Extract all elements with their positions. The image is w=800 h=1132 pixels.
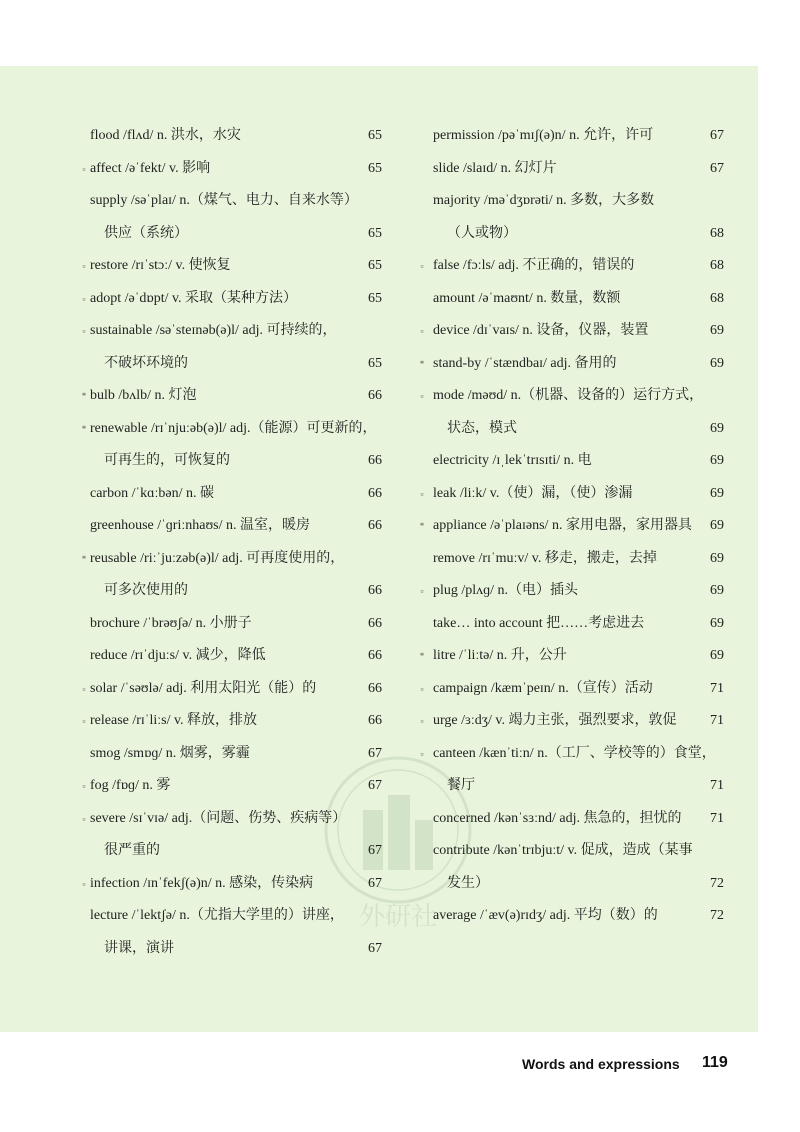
glossary-entry (0, 770, 390, 803)
entry-text: renewable /rɪˈnjuːəb(ə)l/ adj.（能源）可更新的， (90, 420, 377, 436)
glossary-entry-continuation (0, 218, 390, 251)
entry-page-number: 65 (368, 355, 382, 371)
right-glossary-column (418, 120, 730, 933)
square-marker-icon: ▫ (420, 326, 424, 336)
entry-text: 餐厅 (447, 778, 475, 793)
entry-text: average /ˈæv(ə)rɪdʒ/ adj. 平均（数）的 (433, 908, 658, 923)
left-glossary-column (0, 120, 390, 965)
entry-page-number: 65 (368, 128, 382, 143)
entry-text: affect /əˈfekt/ v. 影响 (90, 160, 211, 176)
square-marker-icon: ▫ (420, 748, 424, 759)
entry-page-number: 65 (368, 290, 382, 306)
glossary-entry-continuation (0, 575, 390, 608)
glossary-entry (0, 803, 390, 836)
entry-text: adopt /əˈdɒpt/ v. 采取（某种方法） (90, 290, 298, 306)
glossary-entry (418, 803, 730, 836)
entry-text: device /dɪˈvaɪs/ n. 设备，仪器，装置 (433, 323, 649, 338)
entry-page-number: 72 (710, 875, 724, 891)
entry-text: smog /smɒɡ/ n. 烟雾，雾霾 (90, 745, 250, 761)
entry-page-number: 71 (710, 810, 724, 826)
entry-text: brochure /ˈbrəʊʃə/ n. 小册子 (90, 615, 252, 631)
entry-page-number: 72 (710, 908, 724, 923)
glossary-entry (418, 380, 730, 413)
glossary-entry (418, 283, 730, 316)
glossary-entry (0, 315, 390, 348)
glossary-entry-continuation (418, 770, 730, 803)
entry-page-number: 67 (368, 778, 382, 793)
entry-text: sustainable /səˈsteɪnəb(ə)l/ adj. 可持续的， (90, 323, 337, 338)
glossary-entry (0, 543, 390, 576)
entry-text: campaign /kæmˈpeɪn/ n.（宣传）活动 (433, 680, 653, 696)
glossary-entry (0, 283, 390, 316)
entry-page-number: 66 (368, 648, 382, 663)
glossary-entry (418, 738, 730, 771)
glossary-entry (0, 250, 390, 283)
entry-text: solar /ˈsəʊlə/ adj. 利用太阳光（能）的 (90, 680, 317, 696)
entry-text: fog /fɒɡ/ n. 雾 (90, 778, 171, 793)
entry-text: reusable /riːˈjuːzəb(ə)l/ adj. 可再度使用的， (90, 550, 345, 566)
entry-page-number: 69 (710, 420, 724, 436)
glossary-entry (418, 348, 730, 381)
glossary-entry (0, 380, 390, 413)
entry-text: release /rɪˈliːs/ v. 释放，排放 (90, 713, 258, 728)
entry-text: flood /flʌd/ n. 洪水，水灾 (90, 128, 241, 143)
square-marker-icon: ▫ (420, 488, 424, 499)
glossary-entry (418, 153, 730, 186)
entry-page-number: 66 (368, 680, 382, 696)
square-marker-icon: ▫ (82, 163, 86, 174)
entry-text: litre /ˈliːtə/ n. 升，公升 (433, 648, 567, 663)
entry-page-number: 71 (710, 778, 724, 793)
entry-text: infection /ɪnˈfekʃ(ə)n/ n. 感染，传染病 (90, 875, 314, 891)
entry-text: stand-by /ˈstændbaɪ/ adj. 备用的 (433, 355, 617, 371)
square-marker-icon: ▫ (82, 683, 86, 694)
entry-text: take… into account 把……考虑进去 (433, 615, 645, 631)
entry-text: restore /rɪˈstɔː/ v. 使恢复 (90, 258, 231, 273)
entry-text: bulb /bʌlb/ n. 灯泡 (90, 388, 197, 403)
glossary-entry (418, 315, 730, 348)
glossary-entry-continuation (0, 835, 390, 868)
glossary-entry (418, 673, 730, 706)
glossary-entry (418, 120, 730, 153)
entry-page-number: 67 (368, 843, 382, 858)
entry-text: mode /məʊd/ n.（机器、设备的）运行方式， (433, 388, 704, 403)
entry-text: concerned /kənˈsɜːnd/ adj. 焦急的，担忧的 (433, 810, 682, 826)
square-marker-icon: ▫ (82, 813, 86, 824)
star-marker-icon: * (81, 391, 87, 401)
star-marker-icon: * (419, 651, 425, 661)
entry-text: 很严重的 (104, 843, 160, 858)
svg-text:外研社: 外研社 (358, 902, 438, 932)
entry-page-number: 67 (710, 160, 724, 176)
entry-page-number: 69 (710, 485, 724, 501)
star-marker-icon: * (419, 521, 425, 531)
entry-text: false /fɔːls/ adj. 不正确的，错误的 (433, 258, 635, 273)
entry-page-number: 66 (368, 485, 382, 501)
entry-page-number: 68 (710, 258, 724, 273)
glossary-entry (0, 608, 390, 641)
star-marker-icon: * (81, 553, 87, 564)
square-marker-icon: ▫ (82, 781, 86, 791)
entry-page-number: 67 (368, 940, 382, 956)
entry-page-number: 66 (368, 453, 382, 468)
entry-text: amount /əˈmaʊnt/ n. 数量，数额 (433, 290, 621, 306)
star-marker-icon: * (419, 358, 425, 369)
glossary-entry (418, 640, 730, 673)
entry-text: 可再生的，可恢复的 (104, 453, 230, 468)
entry-page-number: 67 (368, 745, 382, 761)
entry-text: carbon /ˈkɑːbən/ n. 碳 (90, 485, 214, 501)
square-marker-icon: ▫ (82, 878, 86, 889)
entry-page-number: 67 (710, 128, 724, 143)
square-marker-icon: ▫ (82, 716, 86, 726)
glossary-entry (0, 705, 390, 738)
glossary-entry (0, 673, 390, 706)
entry-page-number: 65 (368, 258, 382, 273)
entry-text: remove /rɪˈmuːv/ v. 移走，搬走，去掉 (433, 550, 657, 566)
entry-text: slide /slaɪd/ n. 幻灯片 (433, 160, 557, 176)
square-marker-icon: ▫ (82, 261, 86, 271)
entry-page-number: 71 (710, 680, 724, 696)
entry-page-number: 69 (710, 355, 724, 371)
entry-page-number: 66 (368, 518, 382, 533)
glossary-entry (0, 153, 390, 186)
entry-page-number: 68 (710, 290, 724, 306)
glossary-entry (0, 510, 390, 543)
entry-page-number: 71 (710, 713, 724, 728)
glossary-entry (418, 445, 730, 478)
glossary-entry (0, 413, 390, 446)
entry-text: leak /liːk/ v.（使）漏，（使）渗漏 (433, 485, 633, 501)
glossary-entry (0, 478, 390, 511)
glossary-entry-continuation (0, 933, 390, 966)
entry-text: （人或物） (447, 225, 517, 241)
square-marker-icon: ▫ (420, 716, 424, 726)
square-marker-icon: ▫ (420, 391, 424, 401)
entry-text: 讲课，演讲 (104, 940, 174, 956)
glossary-entry (418, 510, 730, 543)
glossary-entry (418, 250, 730, 283)
entry-text: majority /məˈdʒɒrəti/ n. 多数，大多数 (433, 193, 655, 208)
glossary-entry (418, 185, 730, 218)
glossary-entry (418, 835, 730, 868)
entry-text: urge /ɜːdʒ/ v. 竭力主张，强烈要求，敦促 (433, 713, 677, 728)
glossary-entry-continuation (418, 218, 730, 251)
entry-page-number: 69 (710, 550, 724, 566)
entry-text: 状态，模式 (447, 420, 517, 436)
square-marker-icon: ▫ (420, 586, 424, 596)
entry-text: greenhouse /ˈɡriːnhaʊs/ n. 温室，暖房 (90, 518, 310, 533)
entry-page-number: 69 (710, 583, 724, 598)
glossary-entry (0, 900, 390, 933)
glossary-entry (0, 640, 390, 673)
entry-text: severe /sɪˈvɪə/ adj.（问题、伤势、疾病等） (90, 810, 347, 826)
entry-page-number: 66 (368, 615, 382, 631)
entry-page-number: 69 (710, 323, 724, 338)
square-marker-icon: ▫ (420, 683, 424, 694)
entry-text: 发生） (447, 875, 489, 891)
glossary-entry (418, 543, 730, 576)
square-marker-icon: ▫ (82, 326, 86, 336)
entry-page-number: 65 (368, 160, 382, 176)
entry-text: permission /pəˈmɪʃ(ə)n/ n. 允许，许可 (433, 128, 654, 143)
entry-text: plug /plʌɡ/ n.（电）插头 (433, 583, 579, 598)
entry-text: 供应（系统） (104, 225, 188, 241)
entry-page-number: 69 (710, 453, 724, 468)
entry-page-number: 69 (710, 615, 724, 631)
glossary-entry (418, 705, 730, 738)
entry-text: electricity /ɪˌlekˈtrɪsɪti/ n. 电 (433, 453, 592, 468)
section-title: Words and expressions (522, 1056, 680, 1072)
entry-text: canteen /kænˈtiːn/ n.（工厂、学校等的）食堂， (433, 745, 716, 761)
glossary-entry-continuation (0, 445, 390, 478)
entry-page-number: 67 (368, 875, 382, 891)
glossary-entry-continuation (418, 413, 730, 446)
glossary-entry (0, 120, 390, 153)
glossary-entry (0, 185, 390, 218)
entry-page-number: 66 (368, 713, 382, 728)
entry-page-number: 65 (368, 225, 382, 241)
entry-text: supply /səˈplaɪ/ n.（煤气、电力、自来水等） (90, 193, 358, 208)
square-marker-icon: ▫ (420, 261, 424, 271)
entry-page-number: 69 (710, 648, 724, 663)
square-marker-icon: ▫ (82, 293, 86, 304)
entry-page-number: 66 (368, 388, 382, 403)
star-marker-icon: * (81, 423, 87, 434)
page-number: 119 (702, 1054, 728, 1071)
glossary-entry-continuation (0, 348, 390, 381)
glossary-entry-continuation (418, 868, 730, 901)
glossary-entry (418, 900, 730, 933)
entry-page-number: 69 (710, 518, 724, 533)
glossary-entry (418, 608, 730, 641)
entry-text: 可多次使用的 (104, 583, 188, 598)
entry-text: contribute /kənˈtrɪbjuːt/ v. 促成，造成（某事 (433, 843, 693, 858)
entry-text: 不破坏环境的 (104, 355, 188, 371)
entry-text: appliance /əˈplaɪəns/ n. 家用电器，家用器具 (433, 518, 692, 533)
glossary-entry (0, 738, 390, 771)
entry-text: lecture /ˈlektʃə/ n.（尤指大学里的）讲座， (90, 908, 344, 923)
entry-page-number: 66 (368, 583, 382, 598)
entry-page-number: 68 (710, 225, 724, 241)
glossary-entry (418, 478, 730, 511)
glossary-entry (418, 575, 730, 608)
entry-text: reduce /rɪˈdjuːs/ v. 减少，降低 (90, 648, 266, 663)
glossary-entry (0, 868, 390, 901)
